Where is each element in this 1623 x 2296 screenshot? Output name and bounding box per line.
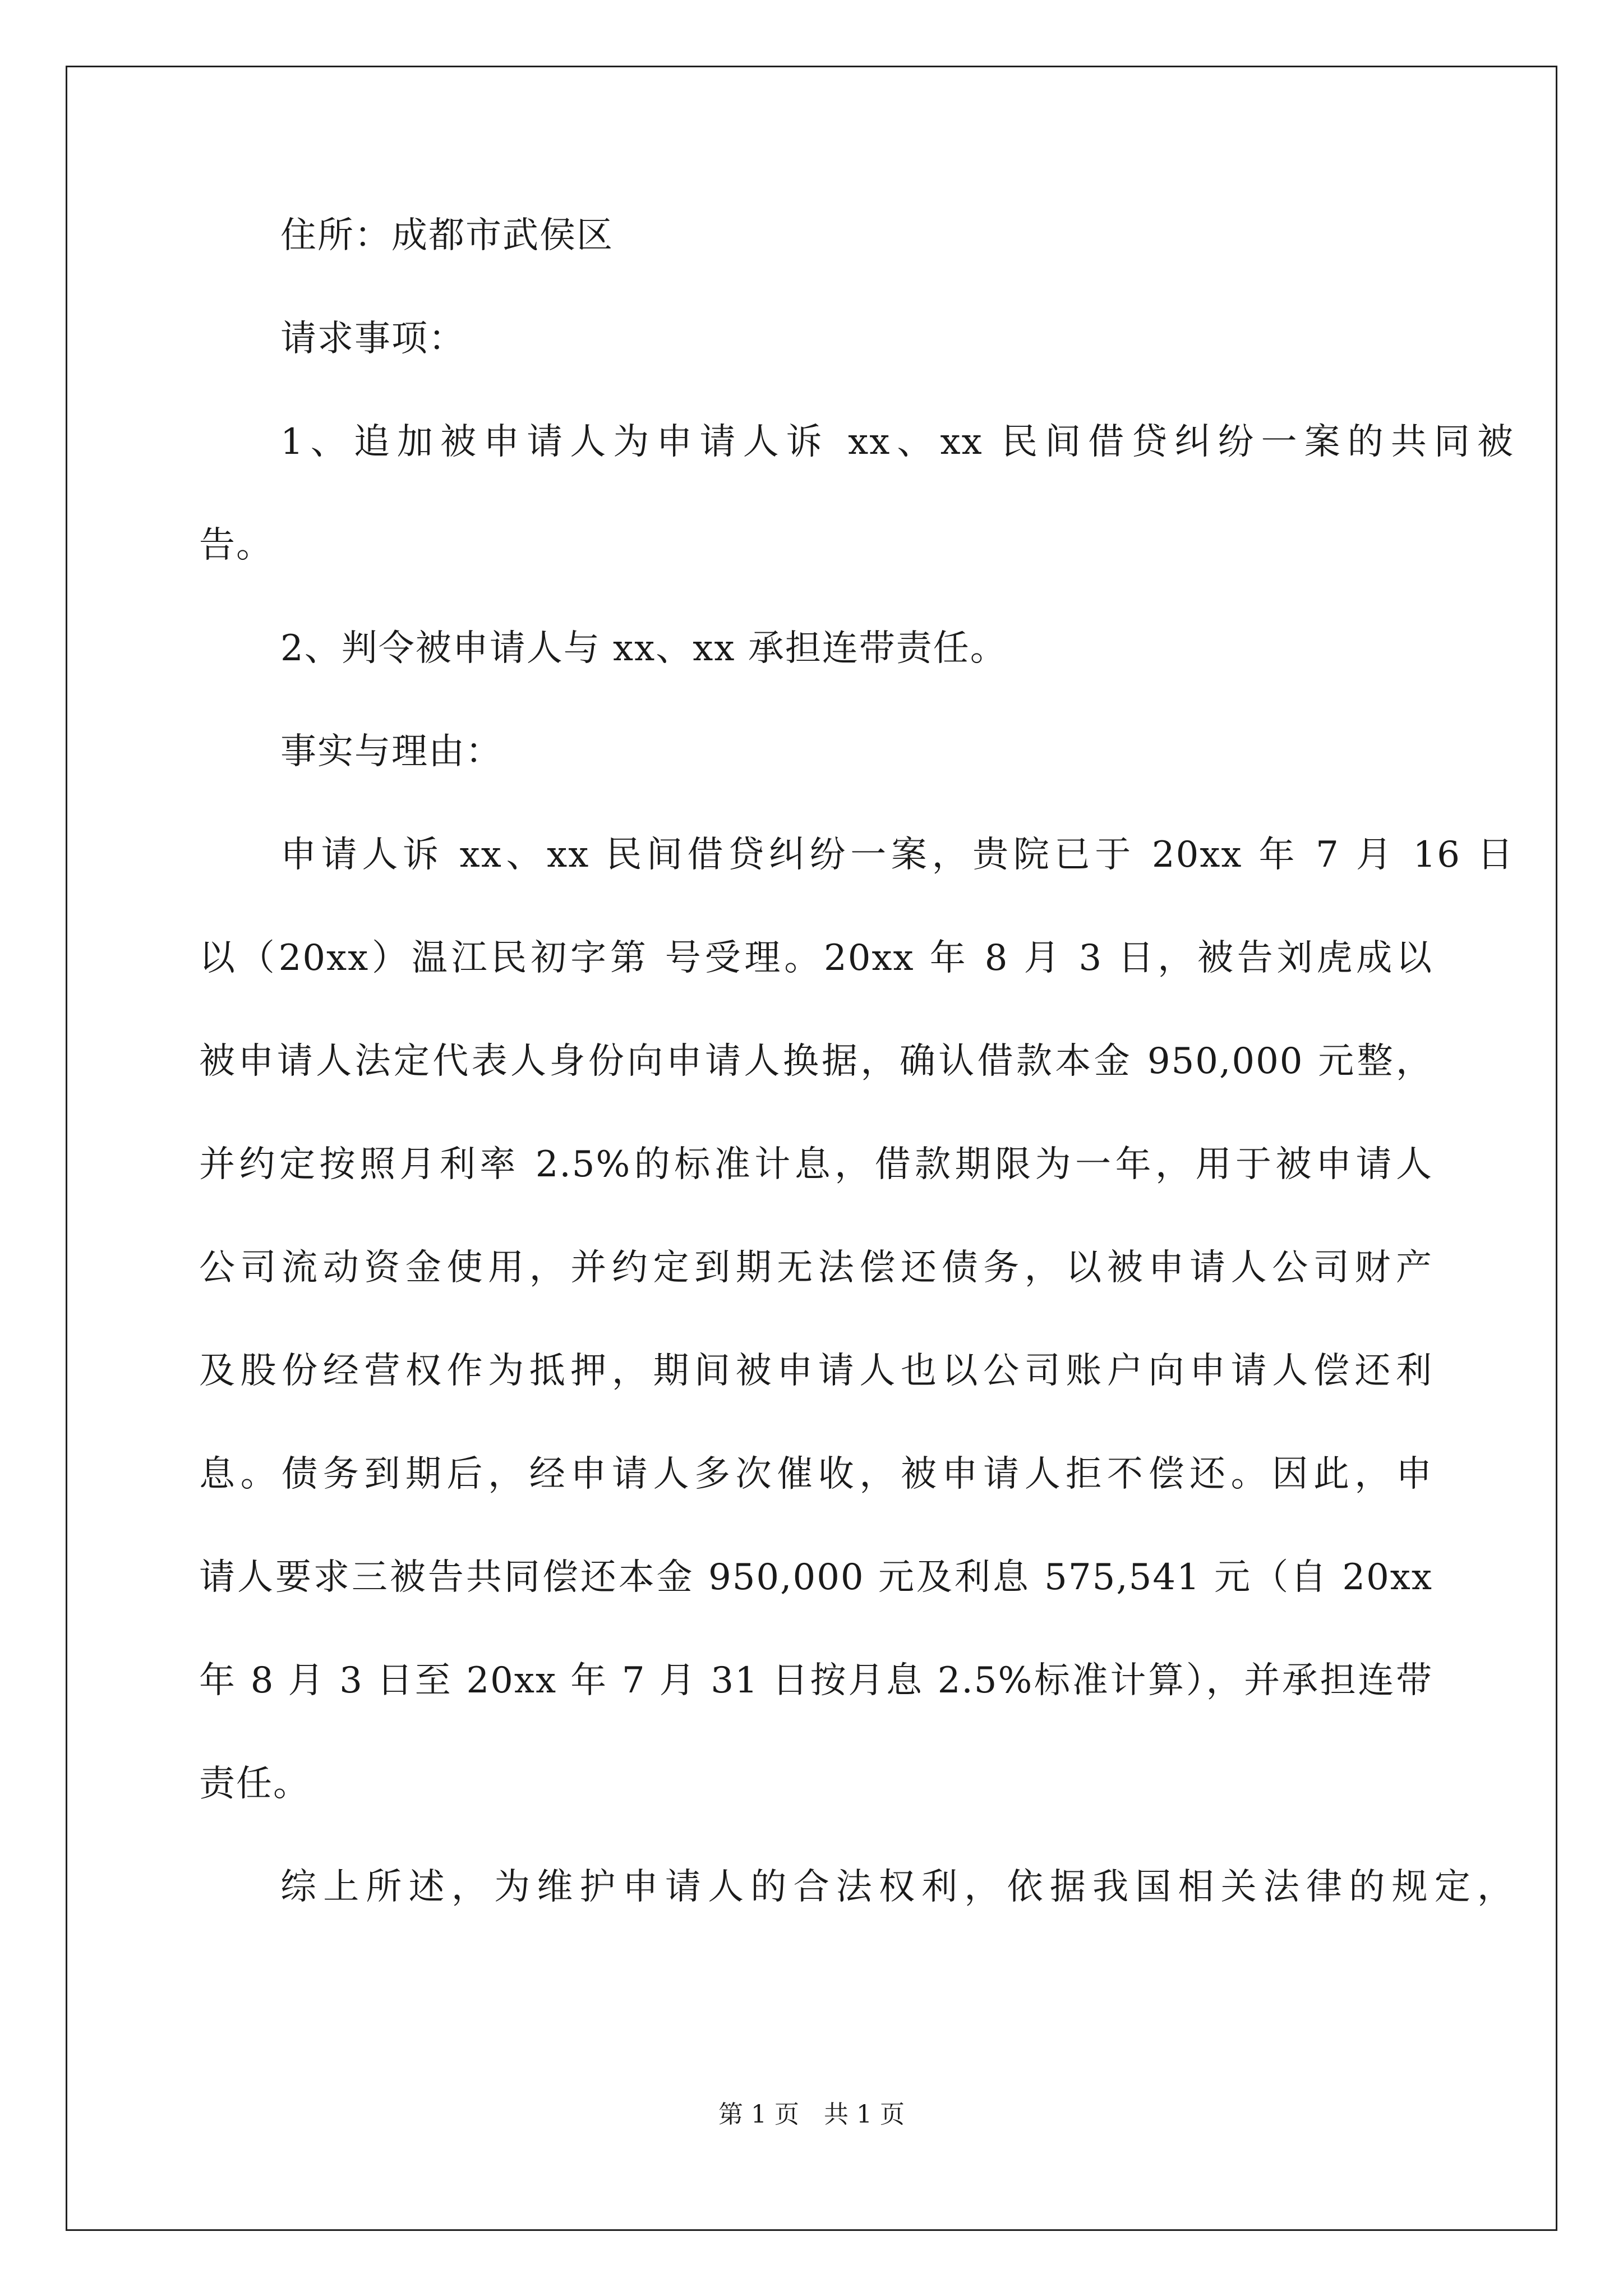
paragraph-facts-line-4: 并约定按照月利率 2.5%的标准计息，借款期限为一年，用于被申请人 <box>199 1144 1433 1185</box>
section-heading-requests: 请求事项： <box>280 318 465 360</box>
address-line: 住所：成都市武侯区 <box>280 215 614 256</box>
paragraph-facts-line-2: 以（20xx）温江民初字第 号受理。20xx 年 8 月 3 日，被告刘虎成以 <box>199 937 1433 979</box>
page-footer: 第 1 页 共 1 页 <box>718 2100 905 2129</box>
paragraph-facts-line-1: 申请人诉 xx、xx 民间借贷纠纷一案，贵院已于 20xx 年 7 月 16 日 <box>280 834 1514 876</box>
paragraph-facts-line-10: 责任。 <box>199 1763 310 1805</box>
paragraph-facts-line-3: 被申请人法定代表人身份向申请人换据，确认借款本金 950,000 元整， <box>199 1041 1433 1082</box>
request-item-1-line-1: 1、追加被申请人为申请人诉 xx、xx 民间借贷纠纷一案的共同被 <box>280 421 1514 463</box>
request-item-1-line-2: 告。 <box>199 524 273 566</box>
section-heading-facts: 事实与理由： <box>280 731 502 772</box>
paragraph-facts-line-7: 息。债务到期后，经申请人多次催收，被申请人拒不偿还。因此，申 <box>199 1453 1433 1495</box>
paragraph-facts-line-9: 年 8 月 3 日至 20xx 年 7 月 31 日按月息 2.5%标准计算），并承担连带 <box>199 1660 1433 1701</box>
request-item-2: 2、判令被申请人与 xx、xx 承担连带责任。 <box>280 628 1007 669</box>
paragraph-facts-line-6: 及股份经营权作为抵押，期间被申请人也以公司账户向申请人偿还利 <box>199 1350 1433 1392</box>
paragraph-facts-line-8: 请人要求三被告共同偿还本金 950,000 元及利息 575,541 元（自 20xx <box>199 1557 1433 1598</box>
paragraph-facts-line-5: 公司流动资金使用，并约定到期无法偿还债务，以被申请人公司财产 <box>199 1247 1433 1289</box>
paragraph-conclusion-line-1: 综上所述，为维护申请人的合法权利，依据我国相关法律的规定， <box>280 1866 1514 1908</box>
